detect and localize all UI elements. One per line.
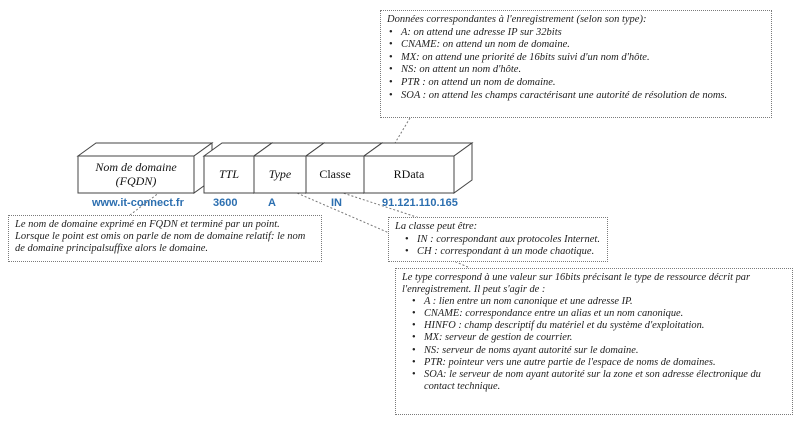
rdata-note-title: Données correspondantes à l'enregistrement (selon son type): [387, 14, 647, 25]
field-label-classe: Classe [319, 167, 351, 181]
list-item: • SOA: le serveur de nom ayant autorité sur la zone et son adresse électronique du contact technique. [424, 369, 786, 393]
field-label-ttl: TTL [218, 167, 240, 181]
list-item: • CNAME: correspondance entre un alias et un nom canonique. [424, 308, 786, 320]
list-item: • PTR: pointeur vers une autre partie de l'espace de noms de domaines. [424, 357, 786, 369]
example-domain: www.it-connect.fr [92, 197, 184, 209]
classe-note-title: La classe peut être: [395, 221, 478, 232]
rdata-note [380, 10, 772, 118]
list-item: • HINFO : champ descriptif du matériel et du système d'exploitation. [424, 320, 786, 332]
example-class: IN [331, 197, 342, 209]
rdata-note-list [387, 27, 765, 103]
example-rdata: 91.121.110.165 [382, 197, 458, 209]
list-item: • MX: on attend une priorité de 16bits suivi d'un nom d'hôte. [401, 52, 765, 65]
type-note-list [402, 296, 786, 393]
example-type: A [268, 197, 276, 209]
list-item: • CH : correspondant à un mode chaotique. [417, 246, 601, 259]
field-label-fqdn-line1: Nom de domaine [95, 160, 177, 174]
type-note [395, 268, 793, 415]
field-label-fqdn [78, 160, 194, 188]
field-label-fqdn-line2: (FQDN) [115, 174, 157, 188]
type-note-intro: Le type correspond à une valeur sur 16bits précisant le type de ressource décrit par l'enregistrement. Il peut s'agir de : [402, 272, 751, 296]
list-item: • CNAME: on attend un nom de domaine. [401, 39, 765, 52]
list-item: • NS: on attent un nom d'hôte. [401, 64, 765, 77]
list-item: • SOA : on attend les champs caractérisant une autorité de résolution de noms. [401, 90, 765, 103]
list-item: • PTR : on attend un nom de domaine. [401, 77, 765, 90]
field-label-rdata: RData [393, 167, 425, 181]
classe-note [388, 217, 608, 262]
list-item: • NS: serveur de noms ayant autorité sur le domaine. [424, 345, 786, 357]
fqdn-note [8, 215, 322, 262]
classe-note-list [395, 234, 601, 259]
example-ttl: 3600 [213, 197, 238, 209]
fqdn-note-text: Le nom de domaine exprimé en FQDN et terminé par un point. Lorsque le point est omis on parle de nom de domaine relatif: le nom de domaine principalsuffixe alors le domaine. [15, 219, 306, 254]
list-item: • A : lien entre un nom canonique et une adresse IP. [424, 296, 786, 308]
list-item: • IN : correspondant aux protocoles Internet. [417, 234, 601, 247]
list-item: • MX: serveur de gestion de courrier. [424, 332, 786, 344]
list-item: • A: on attend une adresse IP sur 32bits [401, 27, 765, 40]
field-label-type: Type [268, 167, 292, 181]
